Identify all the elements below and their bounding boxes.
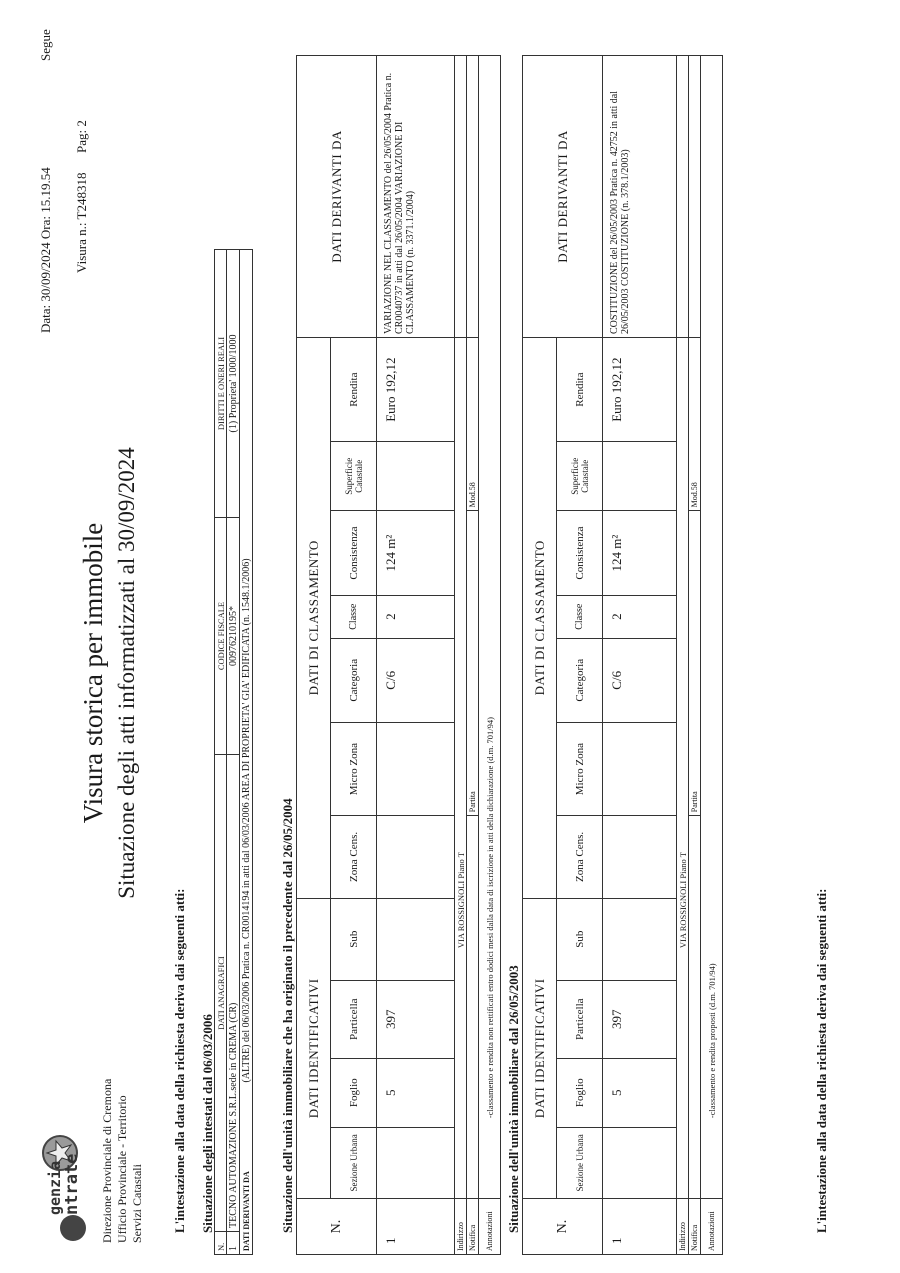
intestati-col-anagrafici: DATI ANAGRAFICI — [215, 755, 227, 1232]
agenzia-entrate-logo — [40, 1123, 100, 1243]
page-subtitle: Situazione degli atti informatizzati al 30/09/2024 — [114, 447, 139, 899]
s1-row-foglio: 5 — [377, 1058, 455, 1127]
s2-col-micro: Micro Zona — [557, 723, 603, 816]
s1-col-n: N. — [297, 1199, 377, 1255]
office-lines — [100, 1079, 145, 1243]
s1-mod: Mod.58 — [467, 338, 479, 511]
s2-col-categoria: Categoria — [557, 638, 603, 722]
s2-col-zona: Zona Cens. — [557, 816, 603, 898]
situazione1-table — [296, 55, 501, 1255]
s1-col-categoria: Categoria — [331, 638, 377, 722]
s2-row-foglio: 5 — [603, 1058, 677, 1127]
s1-row-derivanti: VARIAZIONE NEL CLASSAMENTO del 26/05/2004 Pratica n. CR0040737 in atti dal 26/05/2004 VARIAZIONE DI CLASSAMENTO (n. 3371.1/2004) — [377, 56, 455, 338]
s1-col-consistenza: Consistenza — [331, 511, 377, 595]
s1-indirizzo: VIA ROSSIGNOLI Piano T — [455, 338, 467, 1199]
s2-col-rendita: Rendita — [557, 338, 603, 442]
s1-col-classe: Classe — [331, 595, 377, 638]
office-line-1: Direzione Provinciale di Cremona — [100, 1078, 114, 1243]
s1-row-particella: 397 — [377, 980, 455, 1058]
s2-col-superficie: Superficie Catastale — [557, 442, 603, 511]
situazione2-heading: Situazione dell'unità immobiliare dal 26/05/2003 — [506, 965, 521, 1233]
intestati-row-name: TECNO AUTOMAZIONE S.R.L.sede in CREMA (CR) — [227, 755, 240, 1232]
intestati-table — [214, 249, 253, 1255]
s2-col-particella: Particella — [557, 980, 603, 1058]
logo-line-2: ntrate — [62, 1153, 82, 1215]
s1-col-sezione: Sezione Urbana — [331, 1127, 377, 1198]
intestazione-note-2: L'intestazione alla data della richiesta deriva dai seguenti atti: — [814, 888, 829, 1233]
s1-indirizzo-label: Indirizzo — [455, 1199, 467, 1255]
s2-row-consistenza: 124 m² — [603, 511, 677, 595]
segue-label: Segue — [38, 29, 53, 61]
s1-row-rendita: Euro 192,12 — [377, 338, 455, 442]
s1-row-n: 1 — [377, 1199, 455, 1255]
intestati-derivanti-label: DATI DERIVANTI DA — [241, 1171, 251, 1251]
s1-notifica-label: Notifica — [467, 1199, 479, 1255]
intestati-col-n: N. — [215, 1232, 227, 1255]
s2-col-foglio: Foglio — [557, 1058, 603, 1127]
situazione2-table — [522, 55, 723, 1255]
s1-group-class: DATI DI CLASSAMENTO — [297, 338, 331, 899]
s1-col-foglio: Foglio — [331, 1058, 377, 1127]
office-line-3: Servizi Catastali — [130, 1164, 144, 1243]
s2-row-particella: 397 — [603, 980, 677, 1058]
s1-annotazioni-label: Annotazioni — [479, 1199, 501, 1255]
s1-row-classe: 2 — [377, 595, 455, 638]
s1-col-rendita: Rendita — [331, 338, 377, 442]
s1-col-sub: Sub — [331, 898, 377, 980]
s1-row-categoria: C/6 — [377, 638, 455, 722]
s2-col-sub: Sub — [557, 898, 603, 980]
s2-col-classe: Classe — [557, 595, 603, 638]
s2-row-rendita: Euro 192,12 — [603, 338, 677, 442]
s1-row-consistenza: 124 m² — [377, 511, 455, 595]
intestati-row-n: 1 — [227, 1232, 240, 1255]
situazione1-heading: Situazione dell'unità immobiliare che ha originato il precedente dal 26/05/2004 — [280, 798, 295, 1233]
s2-row-derivanti: COSTITUZIONE del 26/05/2003 Pratica n. 42752 in atti dal 26/05/2003 COSTITUZIONE (n. 378.1/2003) — [603, 56, 677, 338]
intestati-derivanti-text: (ALTRE) del 06/03/2006 Pratica n. CR0014194 in atti dal 06/03/2006 AREA DI PROPRIETA' GIA' EDIFICATA (n. 1548.1/2006) — [240, 558, 252, 1083]
s2-indirizzo-label: Indirizzo — [677, 1199, 689, 1255]
s2-row-categoria: C/6 — [603, 638, 677, 722]
s1-group-deriv: DATI DERIVANTI DA — [297, 56, 377, 338]
s1-col-particella: Particella — [331, 980, 377, 1058]
s2-row-n: 1 — [603, 1199, 677, 1255]
s2-annotazioni-label: Annotazioni — [701, 1199, 723, 1255]
s2-mod: Mod.58 — [689, 338, 701, 511]
s2-col-consistenza: Consistenza — [557, 511, 603, 595]
page-title: Visura storica per immobile — [78, 522, 108, 824]
s2-annotazioni: -classamento e rendita proposti (d.m. 701/94) — [701, 56, 723, 1199]
s2-indirizzo: VIA ROSSIGNOLI Piano T — [677, 338, 689, 1199]
logo-line-1: genzia — [46, 1160, 64, 1215]
s1-col-micro: Micro Zona — [331, 723, 377, 816]
s2-col-sezione: Sezione Urbana — [557, 1127, 603, 1198]
s2-group-deriv: DATI DERIVANTI DA — [523, 56, 603, 338]
office-line-2: Ufficio Provinciale - Territorio — [115, 1095, 129, 1243]
s2-notifica-label: Notifica — [689, 1199, 701, 1255]
s2-row-classe: 2 — [603, 595, 677, 638]
s1-col-zona: Zona Cens. — [331, 816, 377, 898]
intestazione-note-1: L'intestazione alla data della richiesta deriva dai seguenti atti: — [172, 888, 187, 1233]
s1-annotazioni: -classamento e rendita non rettificati entro dodici mesi dalla data di iscrizione in atti della dichiarazione (d.m. 701/94) — [479, 56, 501, 1199]
s2-group-class: DATI DI CLASSAMENTO — [523, 338, 557, 899]
intestati-col-diritti: DIRITTI E ONERI REALI — [215, 250, 227, 518]
s1-group-ident: DATI IDENTIFICATIVI — [297, 898, 331, 1199]
s1-partita-label: Partita — [467, 511, 479, 816]
page-number: Pag: 2 — [74, 120, 89, 153]
s2-group-ident: DATI IDENTIFICATIVI — [523, 898, 557, 1199]
date-line: Data: 30/09/2024 Ora: 15.19.54 — [38, 167, 53, 333]
intestati-row-cf: 00976210195* — [227, 518, 240, 755]
intestati-row-diritti: (1) Proprieta' 1000/1000 — [227, 250, 240, 518]
visura-number: Visura n.: T248318 — [74, 172, 89, 273]
logo-e-mark — [60, 1215, 86, 1241]
intestati-heading: Situazione degli intestati dal 06/03/2006 — [200, 1014, 215, 1233]
s2-col-n: N. — [523, 1199, 603, 1255]
s2-partita-label: Partita — [689, 511, 701, 816]
s1-col-superficie: Superficie Catastale — [331, 442, 377, 511]
intestati-col-cf: CODICE FISCALE — [215, 518, 227, 755]
